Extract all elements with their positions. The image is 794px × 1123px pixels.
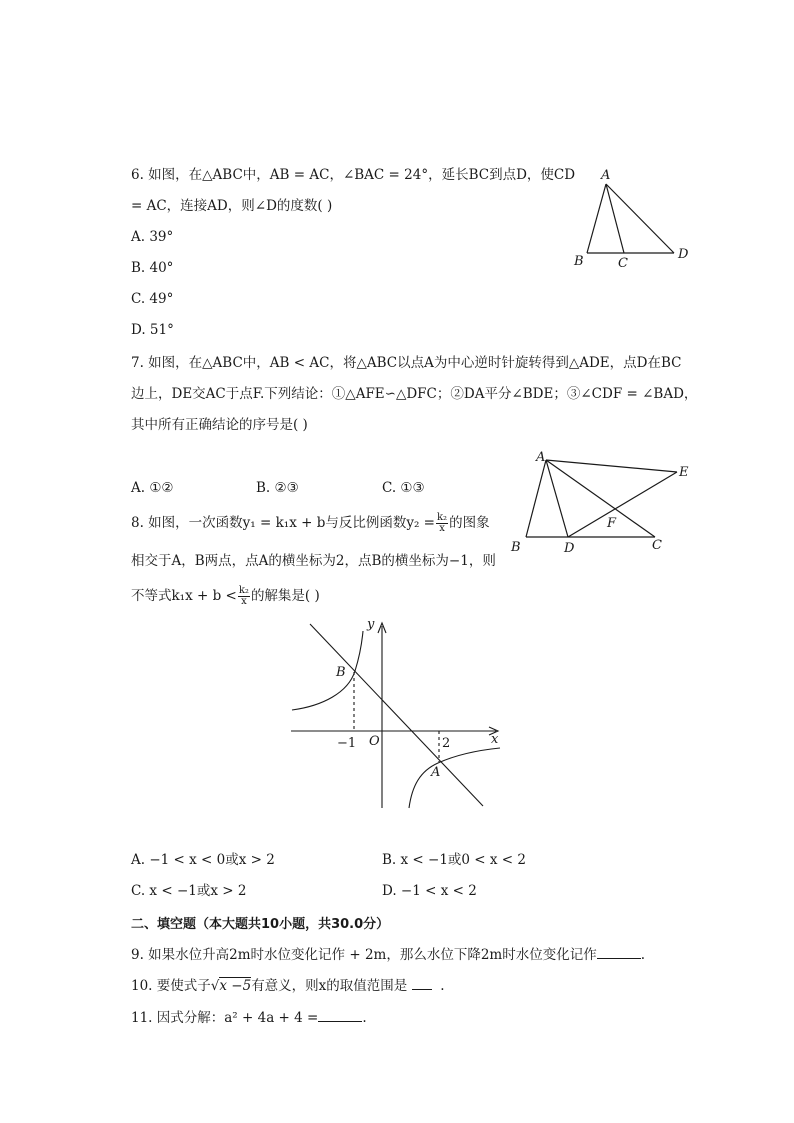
q7-line1: 7. 如图，在△ABC中，AB < AC，将△ABC以点A为中心逆时针旋转得到△ADE，点D在BC [131,355,682,371]
q8-hyperbola-branch-right [409,748,500,808]
q7-label-e: E [679,465,689,480]
q8-label-x: x [491,732,499,747]
q6-option-d: D. 51° [131,322,174,338]
q9-text: 9. 如果水位升高2m时水位变化记作 + 2m，那么水位下降2m时水位变化记作 [131,947,597,963]
q9 [131,944,645,964]
q8-fraction-1-numerator: k₂ [437,512,448,523]
q8-label-b: B [336,665,346,680]
q8-option-a: A. −1 < x < 0或x > 2 [131,852,275,868]
q10-text-b: 有意义，则x的取值范围是 [251,978,408,994]
q7-option-a: A. ①② [131,480,174,496]
q8-fraction-2-numerator: k₂ [238,585,249,596]
q7-label-a: A [536,450,546,465]
q11 [131,1007,367,1027]
q10-text-a: 10. 要使式子 [131,978,211,994]
q11-text: 11. 因式分解：a² + 4a + 4 = [131,1010,319,1026]
section-2-title: 二、填空题（本大题共10小题，共30.0分） [131,917,390,932]
q8-fraction-2-denominator: x [241,596,247,607]
q7-label-b: B [511,540,521,555]
q10-radicand: x −5 [219,978,252,994]
q7-label-d: D [564,541,575,556]
q8-line-y1 [310,624,483,806]
sqrt-symbol: √ [210,978,220,994]
q6-option-b: B. 40° [131,260,174,276]
q8-label-neg1: −1 [337,736,357,751]
q6-option-c: C. 49° [131,291,174,307]
q7-label-f: F [607,516,617,531]
q8-label-y: y [367,617,375,632]
q8-option-b: B. x < −1或0 < x < 2 [382,852,526,868]
q6-label-b: B [574,254,584,269]
q9-answer-blank[interactable] [597,944,641,959]
q8-label-a: A [431,765,441,780]
q8-line1-text-b: 的图象 [449,515,490,531]
q7-option-b: B. ②③ [256,480,299,496]
q6-option-a: A. 39° [131,229,174,245]
q11-end: . [362,1010,367,1026]
q7-option-c: C. ①③ [382,480,425,496]
q8-label-origin: O [369,734,380,749]
q8-fraction-1-denominator: x [439,523,445,534]
q11-answer-blank[interactable] [318,1007,362,1022]
q8-line3-text-b: 的解集是( ) [250,588,320,604]
q8-option-d: D. −1 < x < 2 [382,883,477,899]
q10-end: . [440,978,445,994]
q9-end: . [640,947,646,963]
q8-option-c: C. x < −1或x > 2 [131,883,247,899]
q6-line2: = AC，连接AD，则∠D的度数( ) [131,198,333,214]
q6-label-c: C [618,256,628,271]
q8-label-2: 2 [442,736,451,751]
q10 [131,975,445,995]
q6-line1: 6. 如图，在△ABC中，AB = AC，∠BAC = 24°，延长BC到点D，使CD [131,167,576,183]
q6-label-d: D [678,247,689,262]
q8-line1-text-a: 8. 如图，一次函数y₁ = k₁x + b与反比例函数y₂ = [131,515,435,531]
q7-line2: 边上，DE交AC于点F.下列结论：①△AFE∽△DFC；②DA平分∠BDE；③∠CDF = ∠BAD， [131,386,698,402]
q8-line3-text-a: 不等式k₁x + b < [131,588,237,604]
q7-line3: 其中所有正确结论的序号是( ) [131,417,308,433]
q10-answer-blank[interactable] [412,975,432,990]
q8-line2: 相交于A，B两点，点A的横坐标为2，点B的横坐标为−1，则 [131,553,496,569]
q7-label-c: C [652,538,662,553]
q6-label-a: A [601,168,611,183]
